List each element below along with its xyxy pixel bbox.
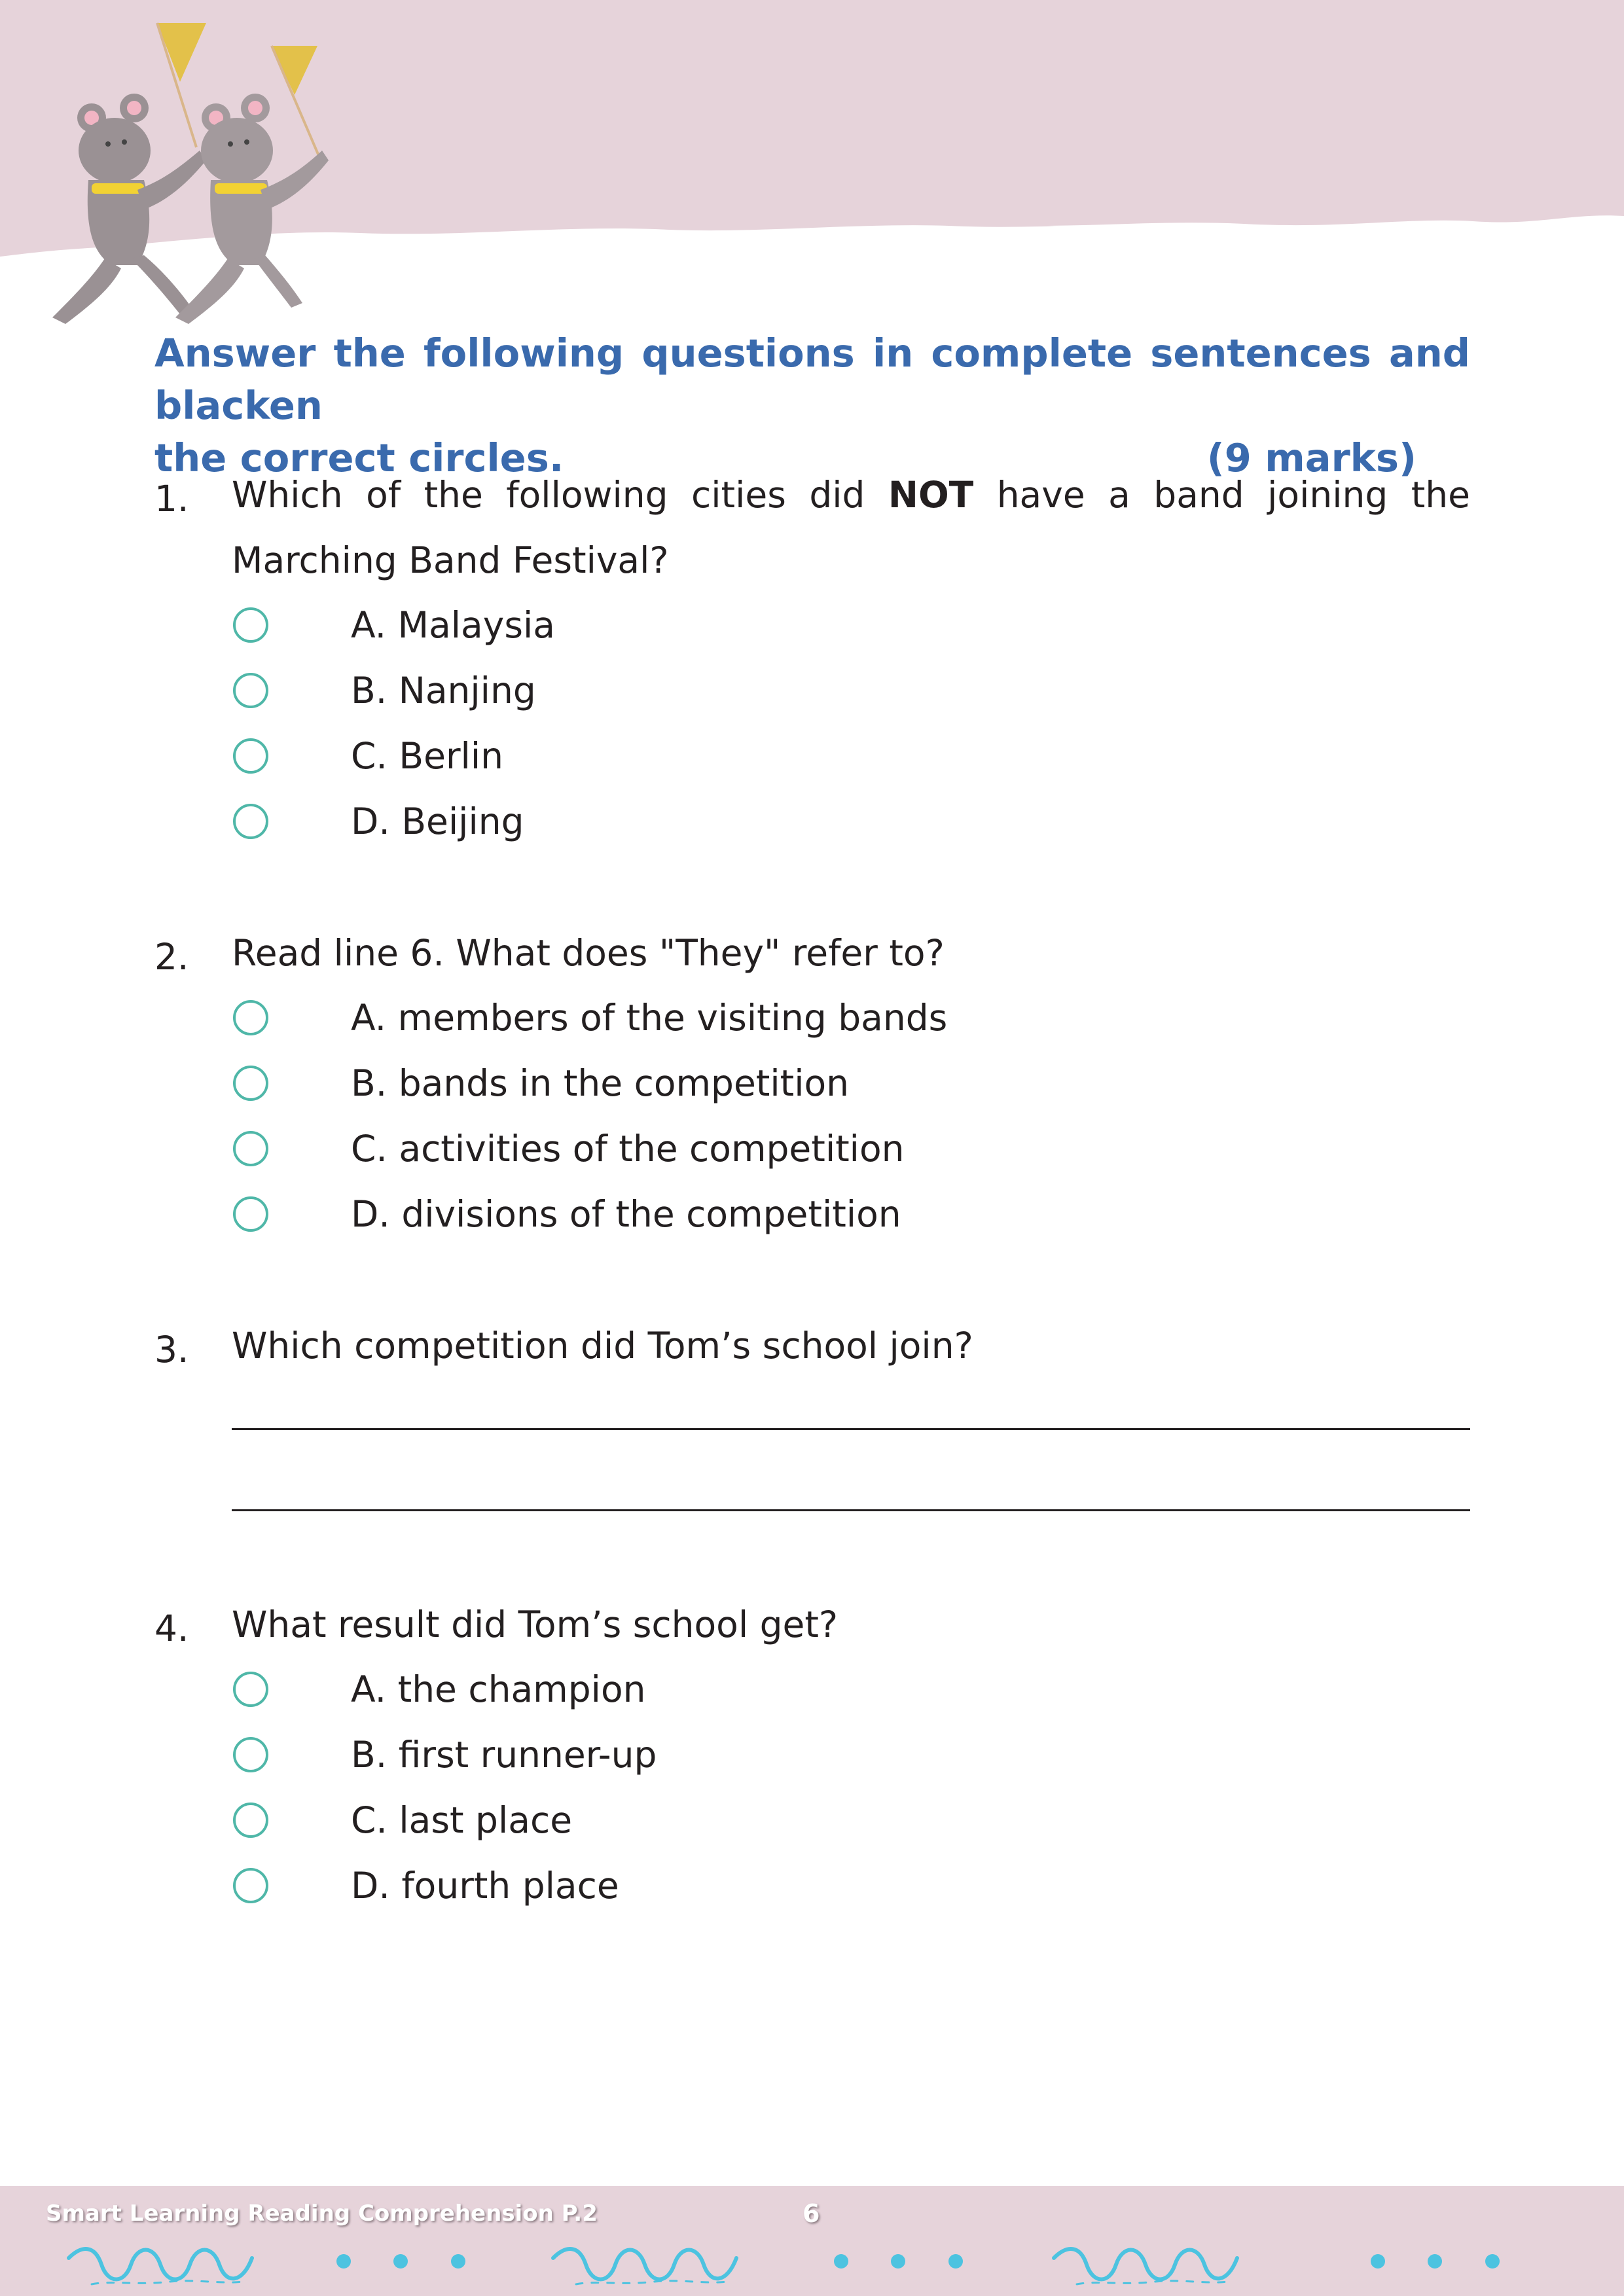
option-label: A. Malaysia (351, 604, 555, 646)
question-text (232, 462, 1470, 593)
option-label: D. divisions of the competition (351, 1193, 901, 1235)
radio-circle[interactable] (233, 673, 268, 708)
question-number: 3. (154, 1329, 189, 1371)
option-label: D. fourth place (351, 1865, 619, 1907)
option-4c[interactable] (232, 1801, 1344, 1846)
instruction-line-2-text: the correct circles. (154, 435, 564, 480)
question-number: 1. (154, 478, 189, 520)
dot-decoration-icon (327, 2238, 491, 2291)
option-2c[interactable] (232, 1129, 1344, 1175)
option-4d[interactable] (232, 1866, 1344, 1912)
marks-label: (9 marks) (1206, 435, 1416, 480)
dot-decoration-icon (1362, 2238, 1525, 2291)
option-label: A. members of the visiting bands (351, 997, 948, 1039)
option-1c[interactable] (232, 736, 1344, 782)
radio-circle[interactable] (233, 607, 268, 643)
question-text: What result did Tom’s school get? (232, 1604, 839, 1645)
option-1b[interactable] (232, 671, 1344, 717)
option-1a[interactable] (232, 605, 1344, 651)
option-label: B. bands in the competition (351, 1062, 850, 1104)
option-label: B. first runner-up (351, 1734, 657, 1776)
question-emphasis: NOT (888, 474, 974, 516)
dot-decoration-icon (825, 2238, 988, 2291)
option-label: C. last place (351, 1799, 573, 1841)
answer-line[interactable] (232, 1509, 1470, 1511)
answer-line[interactable] (232, 1428, 1470, 1430)
option-label: B. Nanjing (351, 670, 536, 711)
radio-circle[interactable] (233, 1000, 268, 1035)
radio-circle[interactable] (233, 804, 268, 839)
instruction-line-1: Answer the following questions in complete sentences and blacken (154, 331, 1470, 428)
option-1d[interactable] (232, 802, 1344, 848)
footer-title: Smart Learning Reading Comprehension P.2 (46, 2200, 598, 2227)
radio-circle[interactable] (233, 1131, 268, 1166)
marching-mice-illustration (39, 16, 353, 331)
option-2b[interactable] (232, 1064, 1344, 1109)
page-footer (0, 2186, 1624, 2296)
radio-circle[interactable] (233, 1868, 268, 1903)
wave-decoration-icon (1051, 2238, 1254, 2291)
radio-circle[interactable] (233, 1672, 268, 1707)
option-label: C. activities of the competition (351, 1128, 905, 1170)
radio-circle[interactable] (233, 1803, 268, 1838)
option-2a[interactable] (232, 998, 1344, 1044)
radio-circle[interactable] (233, 1196, 268, 1232)
option-label: C. Berlin (351, 735, 503, 777)
question-text: Which competition did Tom’s school join? (232, 1325, 973, 1367)
radio-circle[interactable] (233, 738, 268, 774)
question-number: 2. (154, 936, 189, 978)
question-text: Read line 6. What does "They" refer to? (232, 932, 945, 974)
option-label: A. the champion (351, 1668, 646, 1710)
wave-decoration-icon (65, 2238, 268, 2291)
question-text-part: Which of the following cities did (232, 474, 888, 516)
question-number: 4. (154, 1607, 189, 1649)
page-number: 6 (803, 2199, 820, 2228)
option-4a[interactable] (232, 1670, 1344, 1715)
question-text-part: have a band joining the Marching Band Festival? (232, 474, 1470, 581)
radio-circle[interactable] (233, 1066, 268, 1101)
option-4b[interactable] (232, 1735, 1344, 1781)
radio-circle[interactable] (233, 1737, 268, 1772)
option-2d[interactable] (232, 1194, 1344, 1240)
instruction-heading (154, 327, 1470, 484)
wave-decoration-icon (550, 2238, 753, 2291)
option-label: D. Beijing (351, 800, 524, 842)
